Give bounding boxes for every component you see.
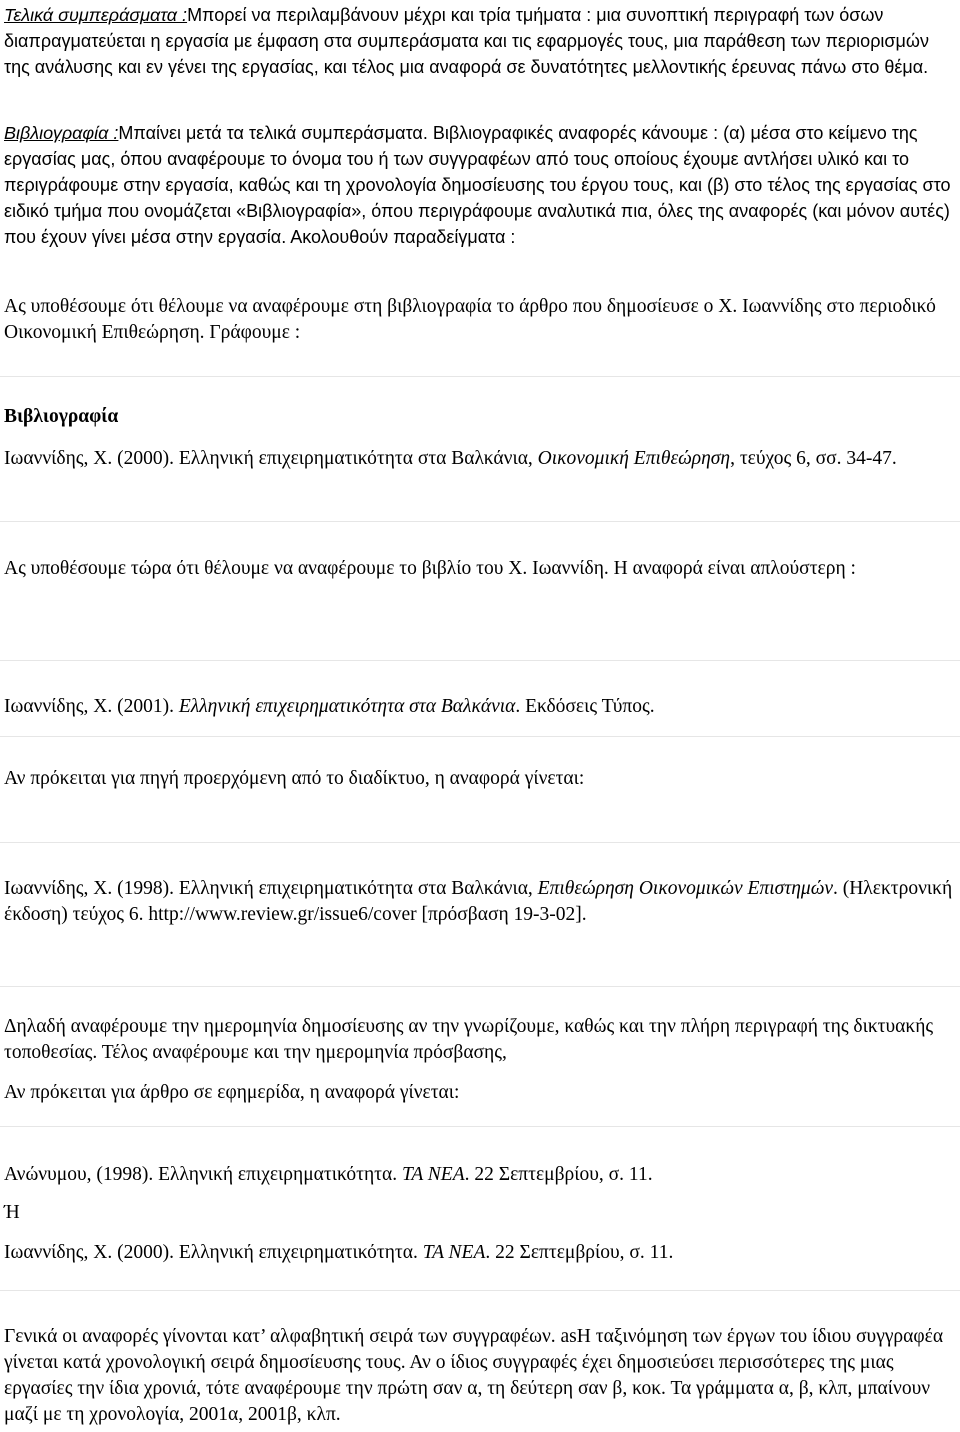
divider [0, 1290, 960, 1291]
reference-journal: Ιωαννίδης, Χ. (2000). Ελληνική επιχειρηματικότητα στα Βαλκάνια, Οικονομική Επιθεώρηση, τεύχος 6, σσ. 34-47. [4, 448, 897, 469]
ordering-note: Γενικά οι αναφορές γίνονται κατ’ αλφαβητική σειρά των συγγραφέων. asH ταξινόμηση των έργων του ίδιου συγγραφέα γίνεται κατά χρονολογική σειρά δημοσίευσης τους. Αν ο ίδιος συγγραφές έχει δημοσιεύσει περισσότερες της μιας εργασίες την ίδια χρονιά, τότε αναφέρουμε την πρώτη σαν α, τη δεύτερη σαν β, κοκ. Τα γράμματα α, β, κλπ, μπαίνουν μαζί με τη χρονολογία, 2001α, 2001β, κλπ. [4, 1326, 944, 1425]
access-date-note: Δηλαδή αναφέρουμε την ημερομηνία δημοσίευσης αν την γνωρίζουμε, καθώς και την πλήρη περιγραφή της δικτυακής τοποθεσίας. Τέλος αναφέρουμε και την ημερομηνία πρόσβασης, [4, 1016, 934, 1063]
reference-internet: Ιωαννίδης, Χ. (1998). Ελληνική επιχειρηματικότητα στα Βαλκάνια, Επιθεώρηση Οικονομικών Επιστημών. (Ηλεκτρονική έκδοση) τεύχος 6. http://www.review.gr/issue6/cover [πρόσβαση 19-3-02]. [4, 878, 953, 925]
divider [0, 736, 960, 737]
reference-newspaper-author: Ιωαννίδης, Χ. (2000). Ελληνική επιχειρηματικότητα. ΤΑ ΝΕΑ. 22 Σεπτεμβρίου, σ. 11. [4, 1242, 674, 1263]
newspaper-example-intro: Αν πρόκειται για άρθρο σε εφημερίδα, η αναφορά γίνεται: [4, 1082, 460, 1103]
conclusions-text: Μπορεί να περιλαμβάνουν μέχρι και τρία τμήματα : μια συνοπτική περιγραφή των όσων διαπραγματεύεται η εργασία με έμφαση στα συμπεράσματα και τις εφαρμογές τους, μια παράθεση των περιορισμών της ανάλυσης και εν γένει της εργασίας, και τέλος μια αναφορά σε δυνατότητες μελλοντικής έρευνας πάνω στο θέμα. [4, 5, 929, 77]
bibliography-paragraph [4, 120, 954, 250]
journal-example-intro: Ας υποθέσουμε ότι θέλουμε να αναφέρουμε στη βιβλιογραφία το άρθρο που δημοσίευσε ο Χ. Ιωαννίδης στο περιοδικό Οικονομική Επιθεώρηση. Γράφουμε : [4, 296, 936, 343]
divider [0, 376, 960, 377]
reference-newspaper-anonymous: Ανώνυμου, (1998). Ελληνική επιχειρηματικότητα. ΤΑ ΝΕΑ. 22 Σεπτεμβρίου, σ. 11. [4, 1164, 653, 1185]
internet-example-intro: Αν πρόκειται για πηγή προερχόμενη από το διαδίκτυο, η αναφορά γίνεται: [4, 768, 585, 789]
divider [0, 521, 960, 522]
or-separator: Ή [4, 1202, 20, 1223]
book-example-intro: Ας υποθέσουμε τώρα ότι θέλουμε να αναφέρουμε το βιβλίο του Χ. Ιωαννίδη. Η αναφορά είναι απλούστερη : [4, 558, 856, 579]
divider [0, 1126, 960, 1127]
examples-intro: Ακολουθούν παραδείγματα : [290, 227, 516, 247]
divider [0, 986, 960, 987]
divider [0, 660, 960, 661]
conclusions-paragraph [4, 2, 954, 80]
conclusions-label: Τελικά συμπεράσματα : [4, 5, 188, 25]
bibliography-text: Μπαίνει μετά τα τελικά συμπεράσματα. Βιβλιογραφικές αναφορές κάνουμε : (α) μέσα στο κείμενο της εργασίας μας, όπου αναφέρουμε το όνομα του ή των συγγραφέων από τους οποίους έχουμε αντλήσει υλικό και το περιγράφουμε στην εργασία, καθώς και τη χρονολογία δημοσίευσης του έργου τους, και (β) στο τέλος της εργασίας στο ειδικό τμήμα που ονομάζεται «Βιβλιογραφία», όπου περιγράφουμε αναλυτικά πια, όλες της αναφορές (και μόνον αυτές) που έχουν γίνει μέσα στην εργασία. [4, 123, 951, 247]
divider [0, 842, 960, 843]
reference-book: Ιωαννίδης, Χ. (2001). Ελληνική επιχειρηματικότητα στα Βαλκάνια. Εκδόσεις Τύπος. [4, 696, 655, 717]
bibliography-heading: Βιβλιογραφία [4, 406, 119, 427]
bibliography-label: Βιβλιογραφία : [4, 123, 119, 143]
